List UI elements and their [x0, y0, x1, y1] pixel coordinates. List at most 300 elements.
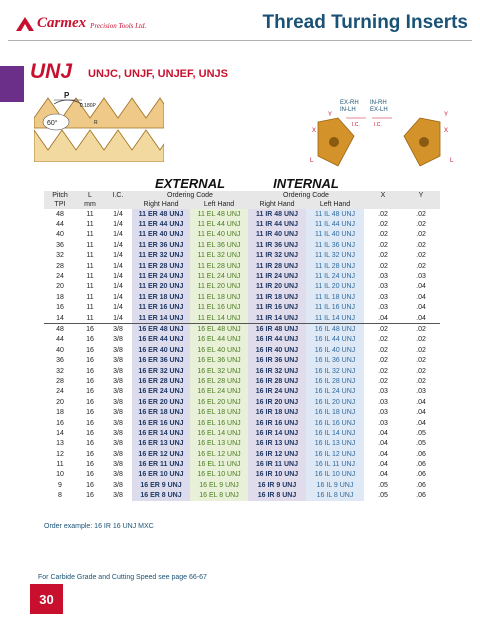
y-cell: .04	[416, 398, 426, 406]
pitch-cell: 44	[56, 221, 64, 229]
ext-rh-code-cell: 11 ER 20 UNJ	[132, 282, 190, 292]
table-body	[44, 209, 440, 501]
int-lh-code-cell: 16 IL 18 UNJ	[306, 407, 364, 417]
int-lh-code-cell: 11 IL 24 UNJ	[306, 271, 364, 281]
y-cell: .06	[416, 481, 426, 489]
l-cell: 16	[86, 419, 94, 427]
int-lh-code-cell: 11 IL 40 UNJ	[306, 230, 364, 240]
l-cell: 16	[86, 440, 94, 448]
table-row	[44, 439, 440, 449]
ext-rh-code-cell: 11 ER 36 UNJ	[132, 240, 190, 250]
section-tab-marker	[0, 66, 24, 102]
table-row	[44, 491, 440, 501]
ext-lh-code-cell: 16 EL 20 UNJ	[190, 397, 248, 407]
l-cell: 11	[86, 304, 94, 312]
table-row	[44, 366, 440, 376]
ext-rh-code-cell: 16 ER 32 UNJ	[132, 366, 190, 376]
int-lh-code-cell: 11 IL 44 UNJ	[306, 219, 364, 229]
l-unit-header: mm	[76, 200, 104, 209]
ic-cell: 1/4	[113, 210, 123, 218]
int-rh-code-cell: 16 IR 24 UNJ	[248, 387, 306, 397]
l-cell: 11	[86, 241, 94, 249]
table-row	[44, 335, 440, 345]
pitch-cell: 18	[56, 293, 64, 301]
int-rh-code-cell: 11 IR 20 UNJ	[248, 282, 306, 292]
l-cell: 11	[86, 262, 94, 270]
tpi-header: TPI	[44, 200, 76, 209]
ic-cell: 1/4	[113, 273, 123, 281]
unj-insert-table	[44, 176, 440, 501]
radius-value-label: 0.180P	[80, 103, 96, 109]
ext-lh-code-cell: 11 EL 18 UNJ	[190, 292, 248, 302]
ext-lh-code-cell: 16 EL 32 UNJ	[190, 366, 248, 376]
x-cell: .02	[378, 346, 388, 354]
int-lh-code-cell: 16 IL 10 UNJ	[306, 470, 364, 480]
pitch-cell: 32	[56, 367, 64, 375]
table-row	[44, 313, 440, 324]
int-lh-code-cell: 16 IL 24 UNJ	[306, 387, 364, 397]
ic-cell: 3/8	[113, 450, 123, 458]
thread-profile-diagram	[34, 90, 164, 162]
table-row	[44, 418, 440, 428]
y-cell: .02	[416, 210, 426, 218]
ext-left-hand-header: Left Hand	[190, 200, 248, 209]
ext-rh-code-cell: 16 ER 20 UNJ	[132, 397, 190, 407]
x-cell: .03	[378, 398, 388, 406]
pitch-cell: 28	[56, 262, 64, 270]
pitch-cell: 9	[58, 481, 62, 489]
ext-lh-code-cell: 11 EL 20 UNJ	[190, 282, 248, 292]
int-rh-code-cell: 16 IR 9 UNJ	[248, 480, 306, 490]
x-dim-right: X	[444, 128, 449, 134]
int-rh-code-cell: 16 IR 18 UNJ	[248, 407, 306, 417]
int-lh-code-cell: 16 IL 9 UNJ	[306, 480, 364, 490]
x-cell: .04	[378, 429, 388, 437]
ext-lh-code-cell: 11 EL 14 UNJ	[190, 313, 248, 324]
l-cell: 16	[86, 388, 94, 396]
y-dim-right: Y	[444, 112, 449, 118]
brand-tagline: Precision Tools Ltd.	[90, 22, 147, 30]
ext-lh-code-cell: 11 EL 48 UNJ	[190, 209, 248, 219]
in-lh-label: IN-LH	[340, 107, 356, 113]
pitch-cell: 14	[56, 314, 64, 322]
ic-cell: 1/4	[113, 262, 123, 270]
int-rh-code-cell: 16 IR 16 UNJ	[248, 418, 306, 428]
y-cell: .02	[416, 221, 426, 229]
int-rh-code-cell: 11 IR 44 UNJ	[248, 219, 306, 229]
y-cell: .02	[416, 241, 426, 249]
ic-cell: 3/8	[113, 336, 123, 344]
ic-cell: 1/4	[113, 304, 123, 312]
table-row	[44, 428, 440, 438]
l-cell: 16	[86, 346, 94, 354]
table-row	[44, 480, 440, 490]
in-rh-label: IN-RH	[370, 100, 387, 106]
l-cell: 16	[86, 357, 94, 365]
int-lh-code-cell: 11 IL 18 UNJ	[306, 292, 364, 302]
x-cell: .02	[378, 367, 388, 375]
ic-cell: 1/4	[113, 221, 123, 229]
x-cell: .04	[378, 314, 388, 322]
ext-rh-code-cell: 11 ER 32 UNJ	[132, 251, 190, 261]
int-lh-code-cell: 16 IL 32 UNJ	[306, 366, 364, 376]
x-cell: .02	[378, 231, 388, 239]
ic-cell: 3/8	[113, 461, 123, 469]
ext-rh-code-cell: 11 ER 14 UNJ	[132, 313, 190, 324]
ic-cell: 3/8	[104, 324, 132, 335]
x-cell: .02	[378, 241, 388, 249]
external-ordering-header: Ordering Code	[132, 191, 248, 200]
pitch-cell: 40	[56, 231, 64, 239]
int-rh-code-cell: 16 IR 8 UNJ	[248, 491, 306, 501]
ext-lh-code-cell: 16 EL 48 UNJ	[190, 324, 248, 335]
ext-rh-code-cell: 11 ER 16 UNJ	[132, 303, 190, 313]
ext-lh-code-cell: 11 EL 28 UNJ	[190, 261, 248, 271]
l-cell: 16	[86, 336, 94, 344]
ic-cell: 3/8	[113, 357, 123, 365]
ext-rh-code-cell: 16 ER 28 UNJ	[132, 376, 190, 386]
table-row	[44, 292, 440, 302]
x-cell: .02	[364, 324, 402, 335]
ext-rh-code-cell: 16 ER 12 UNJ	[132, 449, 190, 459]
internal-ordering-header: Ordering Code	[248, 191, 364, 200]
ic-cell: 3/8	[113, 492, 123, 500]
brand-name: Carmex	[37, 15, 87, 31]
order-example: Order example: 16 IR 16 UNJ MXC	[44, 523, 154, 530]
x-cell: .02	[378, 357, 388, 365]
table-row	[44, 324, 440, 335]
y-cell: .04	[416, 283, 426, 291]
ic-dim-right: I.C.	[374, 122, 382, 128]
int-rh-code-cell: 11 IR 48 UNJ	[248, 209, 306, 219]
int-lh-code-cell: 16 IL 8 UNJ	[306, 491, 364, 501]
ic-cell: 1/4	[113, 314, 123, 322]
x-cell: .03	[378, 273, 388, 281]
pitch-cell: 44	[56, 336, 64, 344]
ext-lh-code-cell: 11 EL 16 UNJ	[190, 303, 248, 313]
pitch-cell: 24	[56, 273, 64, 281]
x-dim-left: X	[312, 128, 317, 134]
int-rh-code-cell: 11 IR 24 UNJ	[248, 271, 306, 281]
l-cell: 16	[86, 492, 94, 500]
y-cell: .06	[416, 471, 426, 479]
int-lh-code-cell: 11 IL 32 UNJ	[306, 251, 364, 261]
int-lh-code-cell: 11 IL 36 UNJ	[306, 240, 364, 250]
ic-cell: 1/4	[113, 231, 123, 239]
int-lh-code-cell: 16 IL 48 UNJ	[306, 324, 364, 335]
y-cell: .02	[416, 231, 426, 239]
int-rh-code-cell: 16 IR 12 UNJ	[248, 449, 306, 459]
x-cell: .04	[378, 471, 388, 479]
y-cell: .02	[416, 346, 426, 354]
ext-lh-code-cell: 16 EL 24 UNJ	[190, 387, 248, 397]
ext-lh-code-cell: 16 EL 12 UNJ	[190, 449, 248, 459]
l-cell: 11	[86, 283, 94, 291]
ext-rh-code-cell: 11 ER 48 UNJ	[132, 209, 190, 219]
pitch-cell: 11	[56, 461, 64, 469]
ext-lh-code-cell: 16 EL 36 UNJ	[190, 355, 248, 365]
int-lh-code-cell: 16 IL 44 UNJ	[306, 335, 364, 345]
ext-lh-code-cell: 16 EL 8 UNJ	[190, 491, 248, 501]
pitch-cell: 10	[56, 471, 64, 479]
table-row	[44, 251, 440, 261]
section-title: UNJ	[30, 60, 73, 83]
table-row	[44, 209, 440, 219]
insert-dimension-diagram	[304, 96, 470, 176]
int-rh-code-cell: 16 IR 13 UNJ	[248, 439, 306, 449]
l-cell: 11	[86, 210, 94, 218]
section-subtitle: UNJC, UNJF, UNJEF, UNJS	[88, 68, 228, 80]
pitch-cell: 14	[56, 429, 64, 437]
l-cell: 11	[86, 273, 94, 281]
ic-cell: 1/4	[113, 283, 123, 291]
ex-rh-label: EX-RH	[340, 100, 359, 106]
int-lh-code-cell: 16 IL 20 UNJ	[306, 397, 364, 407]
ic-cell: 3/8	[113, 481, 123, 489]
y-cell: .02	[416, 336, 426, 344]
pitch-cell: 28	[56, 377, 64, 385]
table-row	[44, 407, 440, 417]
pitch-cell: 18	[56, 409, 64, 417]
x-cell: .02	[378, 262, 388, 270]
internal-group-header: INTERNAL	[273, 176, 339, 191]
ic-cell: 3/8	[113, 409, 123, 417]
pitch-cell: 48	[44, 324, 76, 335]
x-cell: .04	[378, 450, 388, 458]
x-cell: .02	[378, 336, 388, 344]
ext-rh-code-cell: 11 ER 44 UNJ	[132, 219, 190, 229]
pitch-cell: 16	[56, 304, 64, 312]
int-rh-code-cell: 11 IR 40 UNJ	[248, 230, 306, 240]
ic-cell: 3/8	[113, 429, 123, 437]
table-row	[44, 459, 440, 469]
table-row	[44, 230, 440, 240]
x-cell: .05	[378, 492, 388, 500]
int-lh-code-cell: 16 IL 40 UNJ	[306, 345, 364, 355]
y-cell: .05	[416, 440, 426, 448]
ic-cell: 3/8	[113, 377, 123, 385]
l-cell: 16	[86, 429, 94, 437]
int-rh-code-cell: 11 IR 16 UNJ	[248, 303, 306, 313]
ext-lh-code-cell: 16 EL 13 UNJ	[190, 439, 248, 449]
table-row	[44, 271, 440, 281]
l-dim-right: L	[450, 158, 454, 164]
l-cell: 16	[86, 367, 94, 375]
ext-lh-code-cell: 16 EL 40 UNJ	[190, 345, 248, 355]
table-row	[44, 397, 440, 407]
y-cell: .06	[416, 461, 426, 469]
x-cell: .02	[378, 210, 388, 218]
ic-cell: 1/4	[113, 241, 123, 249]
pitch-cell: 20	[56, 283, 64, 291]
int-rh-code-cell: 16 IR 36 UNJ	[248, 355, 306, 365]
int-rh-code-cell: 16 IR 32 UNJ	[248, 366, 306, 376]
x-cell: .03	[378, 409, 388, 417]
table-row	[44, 303, 440, 313]
l-cell: 11	[86, 231, 94, 239]
ic-cell: 3/8	[113, 440, 123, 448]
table-row	[44, 470, 440, 480]
angle-label: 60°	[47, 120, 58, 127]
grade-reference-note: For Carbide Grade and Cutting Speed see page 66-67	[38, 574, 207, 581]
int-lh-code-cell: 11 IL 20 UNJ	[306, 282, 364, 292]
ic-cell: 3/8	[113, 419, 123, 427]
external-group-header: EXTERNAL	[154, 176, 226, 191]
ext-rh-code-cell: 16 ER 36 UNJ	[132, 355, 190, 365]
l-cell: 16	[86, 481, 94, 489]
table-row	[44, 345, 440, 355]
y-cell: .04	[416, 293, 426, 301]
int-rh-code-cell: 11 IR 14 UNJ	[248, 313, 306, 324]
int-rh-code-cell: 16 IR 48 UNJ	[248, 324, 306, 335]
int-rh-code-cell: 11 IR 32 UNJ	[248, 251, 306, 261]
table-row	[44, 219, 440, 229]
int-lh-code-cell: 11 IL 14 UNJ	[306, 313, 364, 324]
ext-rh-code-cell: 16 ER 10 UNJ	[132, 470, 190, 480]
l-cell: 16	[86, 377, 94, 385]
y-cell: .02	[416, 252, 426, 260]
pitch-cell: 24	[56, 388, 64, 396]
int-right-hand-header: Right Hand	[248, 200, 306, 209]
l-cell: 11	[86, 221, 94, 229]
l-cell: 11	[86, 314, 94, 322]
ext-rh-code-cell: 11 ER 24 UNJ	[132, 271, 190, 281]
ext-rh-code-cell: 16 ER 18 UNJ	[132, 407, 190, 417]
brand-logo	[16, 16, 146, 31]
pitch-cell: 36	[56, 357, 64, 365]
ext-lh-code-cell: 16 EL 10 UNJ	[190, 470, 248, 480]
table-row	[44, 355, 440, 365]
ext-rh-code-cell: 11 ER 18 UNJ	[132, 292, 190, 302]
int-rh-code-cell: 16 IR 40 UNJ	[248, 345, 306, 355]
ext-lh-code-cell: 16 EL 44 UNJ	[190, 335, 248, 345]
int-lh-code-cell: 11 IL 28 UNJ	[306, 261, 364, 271]
int-lh-code-cell: 16 IL 13 UNJ	[306, 439, 364, 449]
ic-header: I.C.	[104, 191, 132, 200]
ext-right-hand-header: Right Hand	[132, 200, 190, 209]
ext-lh-code-cell: 11 EL 40 UNJ	[190, 230, 248, 240]
int-rh-code-cell: 16 IR 10 UNJ	[248, 470, 306, 480]
pitch-cell: 16	[56, 419, 64, 427]
x-cell: .04	[378, 461, 388, 469]
x-cell: .02	[378, 221, 388, 229]
ext-lh-code-cell: 16 EL 18 UNJ	[190, 407, 248, 417]
ext-lh-code-cell: 16 EL 16 UNJ	[190, 418, 248, 428]
y-cell: .02	[416, 367, 426, 375]
pitch-cell: 48	[56, 210, 64, 218]
ext-lh-code-cell: 11 EL 32 UNJ	[190, 251, 248, 261]
l-cell: 11	[86, 293, 94, 301]
table-row	[44, 387, 440, 397]
root-radius-label: R	[94, 120, 98, 126]
pitch-cell: 40	[56, 346, 64, 354]
ext-rh-code-cell: 16 ER 16 UNJ	[132, 418, 190, 428]
ic-cell: 3/8	[113, 367, 123, 375]
header-divider	[8, 40, 472, 41]
pitch-cell: 32	[56, 252, 64, 260]
pitch-header: Pitch	[44, 191, 76, 200]
int-rh-code-cell: 11 IR 36 UNJ	[248, 240, 306, 250]
ext-lh-code-cell: 11 EL 44 UNJ	[190, 219, 248, 229]
table-row	[44, 261, 440, 271]
int-lh-code-cell: 16 IL 14 UNJ	[306, 428, 364, 438]
l-cell: 16	[86, 461, 94, 469]
table-row	[44, 449, 440, 459]
pitch-cell: 20	[56, 398, 64, 406]
pitch-cell: 8	[58, 492, 62, 500]
y-cell: .06	[416, 492, 426, 500]
ext-rh-code-cell: 16 ER 48 UNJ	[132, 324, 190, 335]
int-lh-code-cell: 11 IL 48 UNJ	[306, 209, 364, 219]
int-lh-code-cell: 16 IL 28 UNJ	[306, 376, 364, 386]
table-row	[44, 240, 440, 250]
y-cell: .04	[416, 314, 426, 322]
x-cell: .02	[378, 377, 388, 385]
page-number: 30	[30, 584, 63, 614]
ext-rh-code-cell: 16 ER 13 UNJ	[132, 439, 190, 449]
x-cell: .05	[378, 481, 388, 489]
int-rh-code-cell: 16 IR 44 UNJ	[248, 335, 306, 345]
ext-rh-code-cell: 16 ER 14 UNJ	[132, 428, 190, 438]
ic-cell: 1/4	[113, 293, 123, 301]
ext-rh-code-cell: 16 ER 9 UNJ	[132, 480, 190, 490]
int-rh-code-cell: 16 IR 11 UNJ	[248, 459, 306, 469]
l-header: L	[76, 191, 104, 200]
pitch-cell: 13	[56, 440, 64, 448]
ext-rh-code-cell: 16 ER 11 UNJ	[132, 459, 190, 469]
int-rh-code-cell: 16 IR 28 UNJ	[248, 376, 306, 386]
table-row	[44, 376, 440, 386]
page-heading: Thread Turning Inserts	[262, 12, 468, 33]
int-rh-code-cell: 16 IR 14 UNJ	[248, 428, 306, 438]
y-cell: .04	[416, 409, 426, 417]
x-cell: .04	[378, 440, 388, 448]
pitch-cell: 36	[56, 241, 64, 249]
ext-lh-code-cell: 11 EL 36 UNJ	[190, 240, 248, 250]
ic-dim-left: I.C.	[352, 122, 360, 128]
x-cell: .03	[378, 283, 388, 291]
ic-cell: 3/8	[113, 388, 123, 396]
x-header: X	[364, 191, 402, 200]
x-cell: .03	[378, 293, 388, 301]
y-cell: .05	[416, 429, 426, 437]
l-dim-left: L	[310, 158, 314, 164]
ic-cell: 1/4	[113, 252, 123, 260]
y-cell: .03	[416, 388, 426, 396]
y-cell: .06	[416, 450, 426, 458]
x-cell: .03	[378, 304, 388, 312]
table-row	[44, 282, 440, 292]
x-cell: .03	[378, 388, 388, 396]
ext-rh-code-cell: 16 ER 24 UNJ	[132, 387, 190, 397]
y-cell: .03	[416, 273, 426, 281]
ext-lh-code-cell: 16 EL 11 UNJ	[190, 459, 248, 469]
x-cell: .03	[378, 419, 388, 427]
int-rh-code-cell: 11 IR 28 UNJ	[248, 261, 306, 271]
l-cell: 16	[76, 324, 104, 335]
y-cell: .04	[416, 304, 426, 312]
ext-rh-code-cell: 16 ER 44 UNJ	[132, 335, 190, 345]
ex-lh-label: EX-LH	[370, 107, 388, 113]
x-cell: .02	[378, 252, 388, 260]
ext-rh-code-cell: 11 ER 28 UNJ	[132, 261, 190, 271]
ext-lh-code-cell: 11 EL 24 UNJ	[190, 271, 248, 281]
y-cell: .02	[416, 262, 426, 270]
int-rh-code-cell: 16 IR 20 UNJ	[248, 397, 306, 407]
ext-rh-code-cell: 16 ER 40 UNJ	[132, 345, 190, 355]
pitch-cell: 12	[56, 450, 64, 458]
ext-lh-code-cell: 16 EL 14 UNJ	[190, 428, 248, 438]
